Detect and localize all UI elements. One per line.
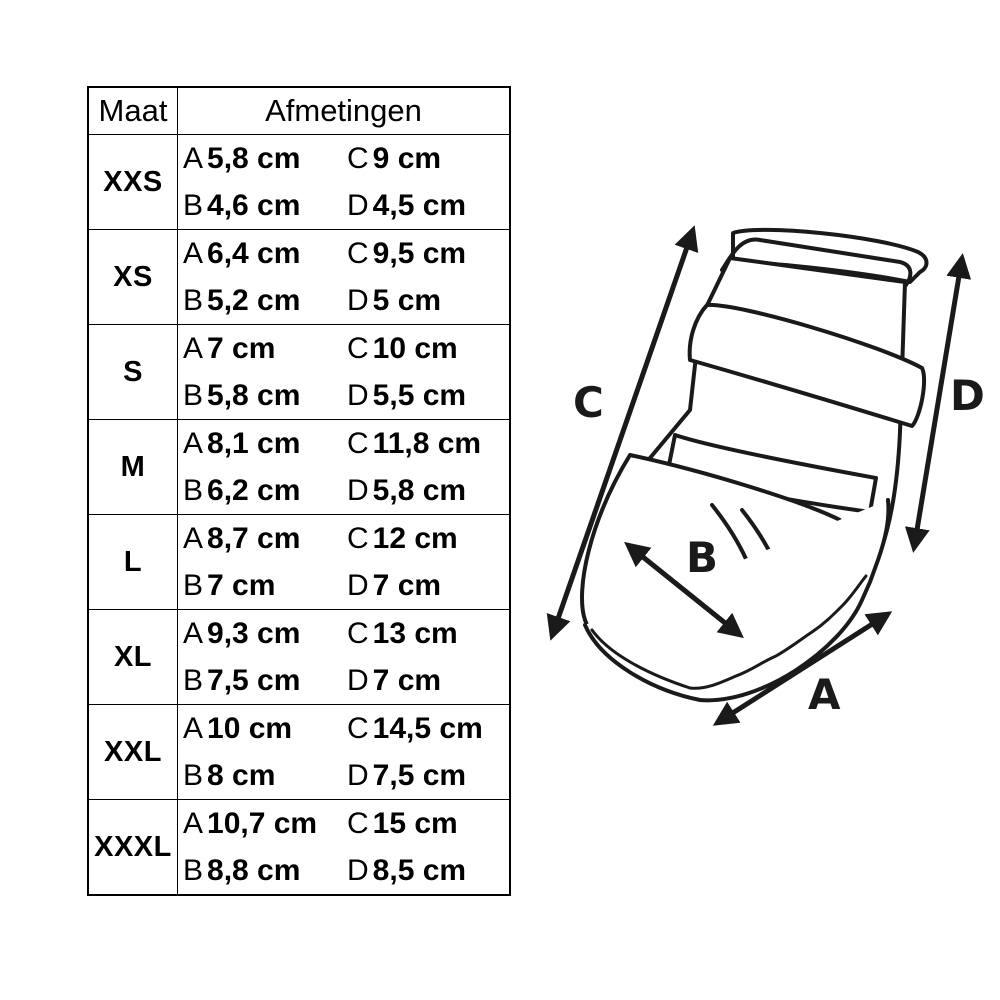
value-d: 4,5 cm: [372, 188, 467, 222]
table-row: [88, 135, 510, 230]
measure-a: [183, 712, 347, 746]
letter-d: D: [347, 568, 369, 602]
dimensions-cell: [178, 420, 511, 515]
table-row: [88, 325, 510, 420]
letter-d: D: [347, 758, 369, 792]
measure-d: [347, 664, 509, 698]
header-dimensions: Afmetingen: [178, 87, 511, 135]
table-row: [88, 420, 510, 515]
dimension-line-1: [178, 325, 509, 372]
measure-a: [183, 522, 347, 556]
letter-c: C: [347, 521, 369, 555]
dimension-line-1: [178, 610, 509, 657]
letter-c: C: [347, 331, 369, 365]
value-c: 10 cm: [372, 331, 458, 365]
value-a: 10,7 cm: [207, 806, 318, 840]
measure-d: [347, 759, 509, 793]
header-size: Maat: [88, 87, 178, 135]
letter-a: A: [183, 331, 204, 365]
value-d: 5 cm: [372, 283, 442, 317]
dimension-line-2: [178, 182, 509, 229]
dimension-line-1: [178, 705, 509, 752]
letter-d: D: [347, 188, 369, 222]
letter-c: C: [347, 236, 369, 270]
size-label: XXXL: [88, 800, 178, 896]
letter-d: D: [347, 283, 369, 317]
dimensions-cell: [178, 515, 511, 610]
dimensions-cell: [178, 610, 511, 705]
measure-b: [183, 664, 347, 698]
dimensions-cell: [178, 705, 511, 800]
value-c: 14,5 cm: [372, 711, 483, 745]
measure-b: [183, 569, 347, 603]
measure-b: [183, 759, 347, 793]
letter-a: A: [183, 711, 204, 745]
size-table: [87, 86, 511, 896]
dimensions-cell: [178, 135, 511, 230]
letter-b: B: [183, 853, 204, 887]
size-label: S: [88, 325, 178, 420]
dimensions-cell: [178, 325, 511, 420]
label-c: C: [573, 378, 604, 427]
value-b: 5,8 cm: [207, 378, 301, 412]
dimension-line-1: [178, 230, 509, 277]
letter-a: A: [183, 236, 204, 270]
value-c: 11,8 cm: [372, 426, 482, 460]
value-b: 5,2 cm: [207, 283, 301, 317]
value-a: 8,1 cm: [207, 426, 301, 460]
measure-a: [183, 617, 347, 651]
dimension-line-1: [178, 420, 509, 467]
letter-d: D: [347, 663, 369, 697]
dimension-line-2: [178, 372, 509, 419]
letter-c: C: [347, 616, 369, 650]
size-label: XS: [88, 230, 178, 325]
measure-d: [347, 854, 509, 888]
letter-a: A: [183, 806, 204, 840]
table-row: [88, 515, 510, 610]
dimension-line-2: [178, 847, 509, 894]
table-row: [88, 610, 510, 705]
value-d: 5,5 cm: [372, 378, 467, 412]
table-row: [88, 705, 510, 800]
table-row: [88, 800, 510, 896]
measure-c: [347, 142, 509, 176]
measure-b: [183, 474, 347, 508]
measure-a: [183, 427, 347, 461]
letter-c: C: [347, 426, 369, 460]
dimension-line-1: [178, 135, 509, 182]
value-c: 15 cm: [372, 806, 458, 840]
dimensions-cell: [178, 800, 511, 896]
letter-c: C: [347, 141, 369, 175]
measure-a: [183, 332, 347, 366]
measure-d: [347, 569, 509, 603]
measure-b: [183, 189, 347, 223]
value-b: 8,8 cm: [207, 853, 301, 887]
dimension-line-2: [178, 562, 509, 609]
dimension-line-2: [178, 467, 509, 514]
value-d: 8,5 cm: [372, 853, 467, 887]
measure-a: [183, 237, 347, 271]
label-a: A: [808, 670, 841, 719]
measure-b: [183, 379, 347, 413]
measure-c: [347, 712, 509, 746]
letter-a: A: [183, 616, 204, 650]
value-c: 9,5 cm: [372, 236, 467, 270]
measure-c: [347, 522, 509, 556]
dimension-line-1: [178, 800, 509, 847]
size-label: L: [88, 515, 178, 610]
measure-d: [347, 189, 509, 223]
letter-b: B: [183, 663, 204, 697]
letter-d: D: [347, 853, 369, 887]
value-b: 8 cm: [207, 758, 276, 792]
letter-c: C: [347, 806, 369, 840]
measure-c: [347, 807, 509, 841]
dog-boot-diagram: [540, 210, 1000, 730]
value-d: 5,8 cm: [372, 473, 467, 507]
dimension-line-2: [178, 752, 509, 799]
value-d: 7 cm: [372, 568, 442, 602]
size-label: XXS: [88, 135, 178, 230]
measure-d: [347, 474, 509, 508]
letter-b: B: [183, 283, 204, 317]
value-c: 12 cm: [372, 521, 458, 555]
value-c: 13 cm: [372, 616, 458, 650]
measure-c: [347, 617, 509, 651]
letter-b: B: [183, 378, 204, 412]
table-header-row: [88, 87, 510, 135]
dimension-line-2: [178, 277, 509, 324]
letter-b: B: [183, 188, 204, 222]
size-rows: [88, 135, 510, 896]
value-a: 10 cm: [207, 711, 293, 745]
letter-c: C: [347, 711, 369, 745]
value-b: 6,2 cm: [207, 473, 301, 507]
value-b: 7 cm: [207, 568, 276, 602]
dimension-line-1: [178, 515, 509, 562]
letter-a: A: [183, 426, 204, 460]
label-d: D: [950, 371, 985, 420]
dog-boot-icon: [582, 230, 927, 700]
value-b: 7,5 cm: [207, 663, 301, 697]
size-label: XL: [88, 610, 178, 705]
measure-b: [183, 854, 347, 888]
letter-d: D: [347, 473, 369, 507]
measure-d: [347, 379, 509, 413]
value-a: 9,3 cm: [207, 616, 301, 650]
measure-b: [183, 284, 347, 318]
measure-c: [347, 237, 509, 271]
value-a: 6,4 cm: [207, 236, 301, 270]
letter-a: A: [183, 521, 204, 555]
label-b: B: [686, 533, 719, 582]
value-d: 7,5 cm: [372, 758, 467, 792]
value-c: 9 cm: [372, 141, 442, 175]
measure-d: [347, 284, 509, 318]
value-d: 7 cm: [372, 663, 442, 697]
letter-a: A: [183, 141, 204, 175]
value-a: 7 cm: [207, 331, 276, 365]
dimensions-cell: [178, 230, 511, 325]
measure-a: [183, 142, 347, 176]
size-label: M: [88, 420, 178, 515]
size-label: XXL: [88, 705, 178, 800]
measure-a: [183, 807, 347, 841]
letter-d: D: [347, 378, 369, 412]
measure-c: [347, 427, 509, 461]
letter-b: B: [183, 758, 204, 792]
value-b: 4,6 cm: [207, 188, 301, 222]
value-a: 8,7 cm: [207, 521, 301, 555]
measure-c: [347, 332, 509, 366]
table-row: [88, 230, 510, 325]
dimension-line-2: [178, 657, 509, 704]
letter-b: B: [183, 473, 204, 507]
letter-b: B: [183, 568, 204, 602]
value-a: 5,8 cm: [207, 141, 301, 175]
